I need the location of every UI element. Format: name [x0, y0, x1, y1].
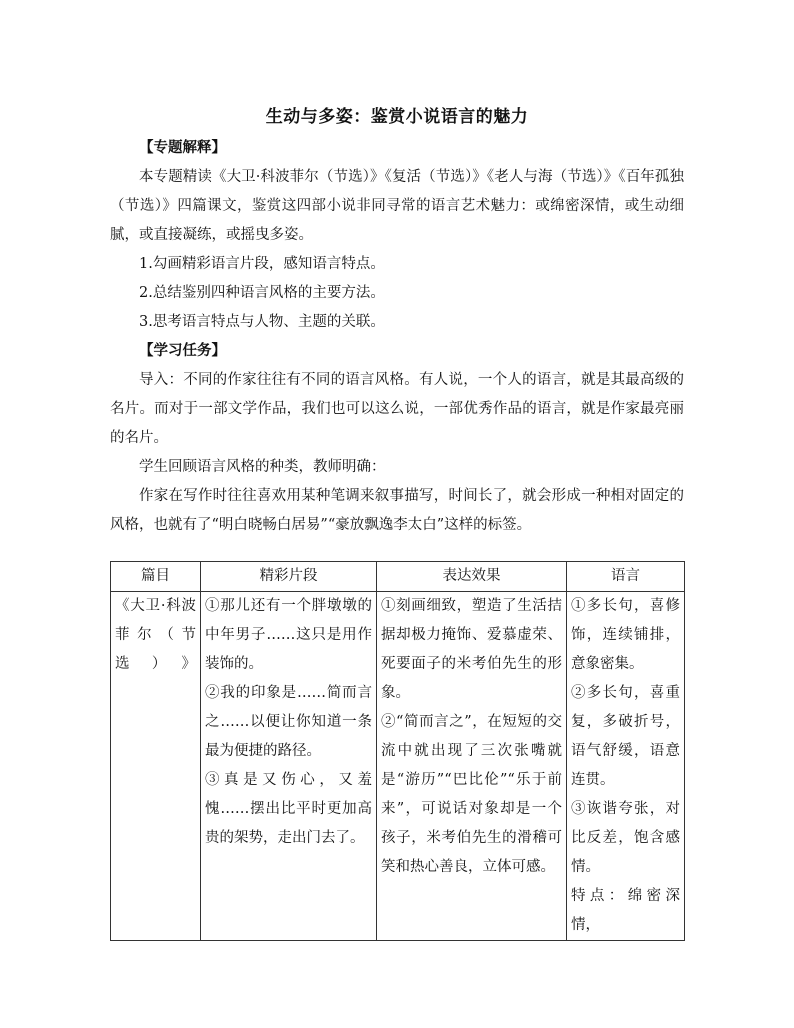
objective-item-1: 1.勾画精彩语言片段，感知语言特点。 — [139, 256, 385, 272]
section-heading-explanation: 【专题解释】 — [139, 140, 226, 156]
cell-excerpts — [201, 592, 377, 941]
excerpt-2: ②我的印象是……简而言之……以便让你知道一条最为便捷的路径。 — [205, 685, 372, 759]
header-effect: 表达效果 — [377, 562, 567, 592]
cell-effects — [377, 592, 567, 941]
header-work: 篇目 — [111, 562, 201, 592]
header-language: 语言 — [567, 562, 685, 592]
section-heading-tasks: 【学习任务】 — [139, 343, 226, 359]
effect-1: ①刻画细致，塑造了生活拮据却极力掩饰、爱慕虚荣、死要面子的米考伯先生的形象。 — [381, 598, 562, 701]
effect-2: ②“简而言之”，在短短的交流中就出现了三次张嘴就是“游历”“巴比伦”“乐于前来”，可说话对象却是一个孩子，米考伯先生的滑稽可笑和热心善良，立体可感。 — [381, 714, 562, 875]
cell-work — [111, 592, 201, 941]
table-header-row — [111, 562, 685, 592]
header-excerpt: 精彩片段 — [201, 562, 377, 592]
objective-item-2: 2.总结鉴别四种语言风格的主要方法。 — [139, 285, 385, 301]
table-row — [111, 592, 685, 941]
document-title: 生动与多姿：鉴赏小说语言的魅力 — [265, 107, 529, 127]
review-paragraph: 学生回顾语言风格的种类，教师明确： — [139, 459, 386, 475]
document-body — [110, 134, 684, 540]
excerpt-1: ①那儿还有一个胖墩墩的中年男子……这只是用作装饰的。 — [205, 598, 372, 672]
intro-paragraph: 本专题精读《大卫·科波菲尔（节选）》《复活（节选）》《老人与海（节选）》《百年孤独（节选）》四篇课文，鉴赏这四部小说非同寻常的语言艺术魅力：或绵密深情，或生动细腻，或直接凝练，或摇曳多姿。 — [110, 169, 684, 243]
objective-item-3: 3.思考语言特点与人物、主题的关联。 — [139, 314, 385, 330]
analysis-table — [110, 561, 685, 941]
lead-in-paragraph: 导入：不同的作家往往有不同的语言风格。有人说，一个人的语言，就是其最高级的名片。而对于一部文学作品，我们也可以这么说，一部优秀作品的语言，就是作家最亮丽的名片。 — [110, 372, 684, 446]
language-summary: 特点：绵密深情， — [571, 888, 680, 933]
language-2: ②多长句，喜重复，多破折号，语气舒缓，语意连贯。 — [571, 685, 680, 788]
work-title: 《大卫·科波菲尔（节选）》 — [115, 598, 196, 672]
language-3: ③诙谐夸张，对比反差，饱含感情。 — [571, 801, 680, 875]
language-1: ①多长句，喜修饰，连续铺排，意象密集。 — [571, 598, 680, 672]
excerpt-3: ③真是又伤心，又羞愧……摆出比平时更加高贵的架势，走出门去了。 — [205, 772, 372, 846]
cell-language — [567, 592, 685, 941]
style-paragraph: 作家在写作时往往喜欢用某种笔调来叙事描写，时间长了，就会形成一种相对固定的风格，也就有了“明白晓畅白居易”“豪放飘逸李太白”这样的标签。 — [110, 488, 684, 533]
